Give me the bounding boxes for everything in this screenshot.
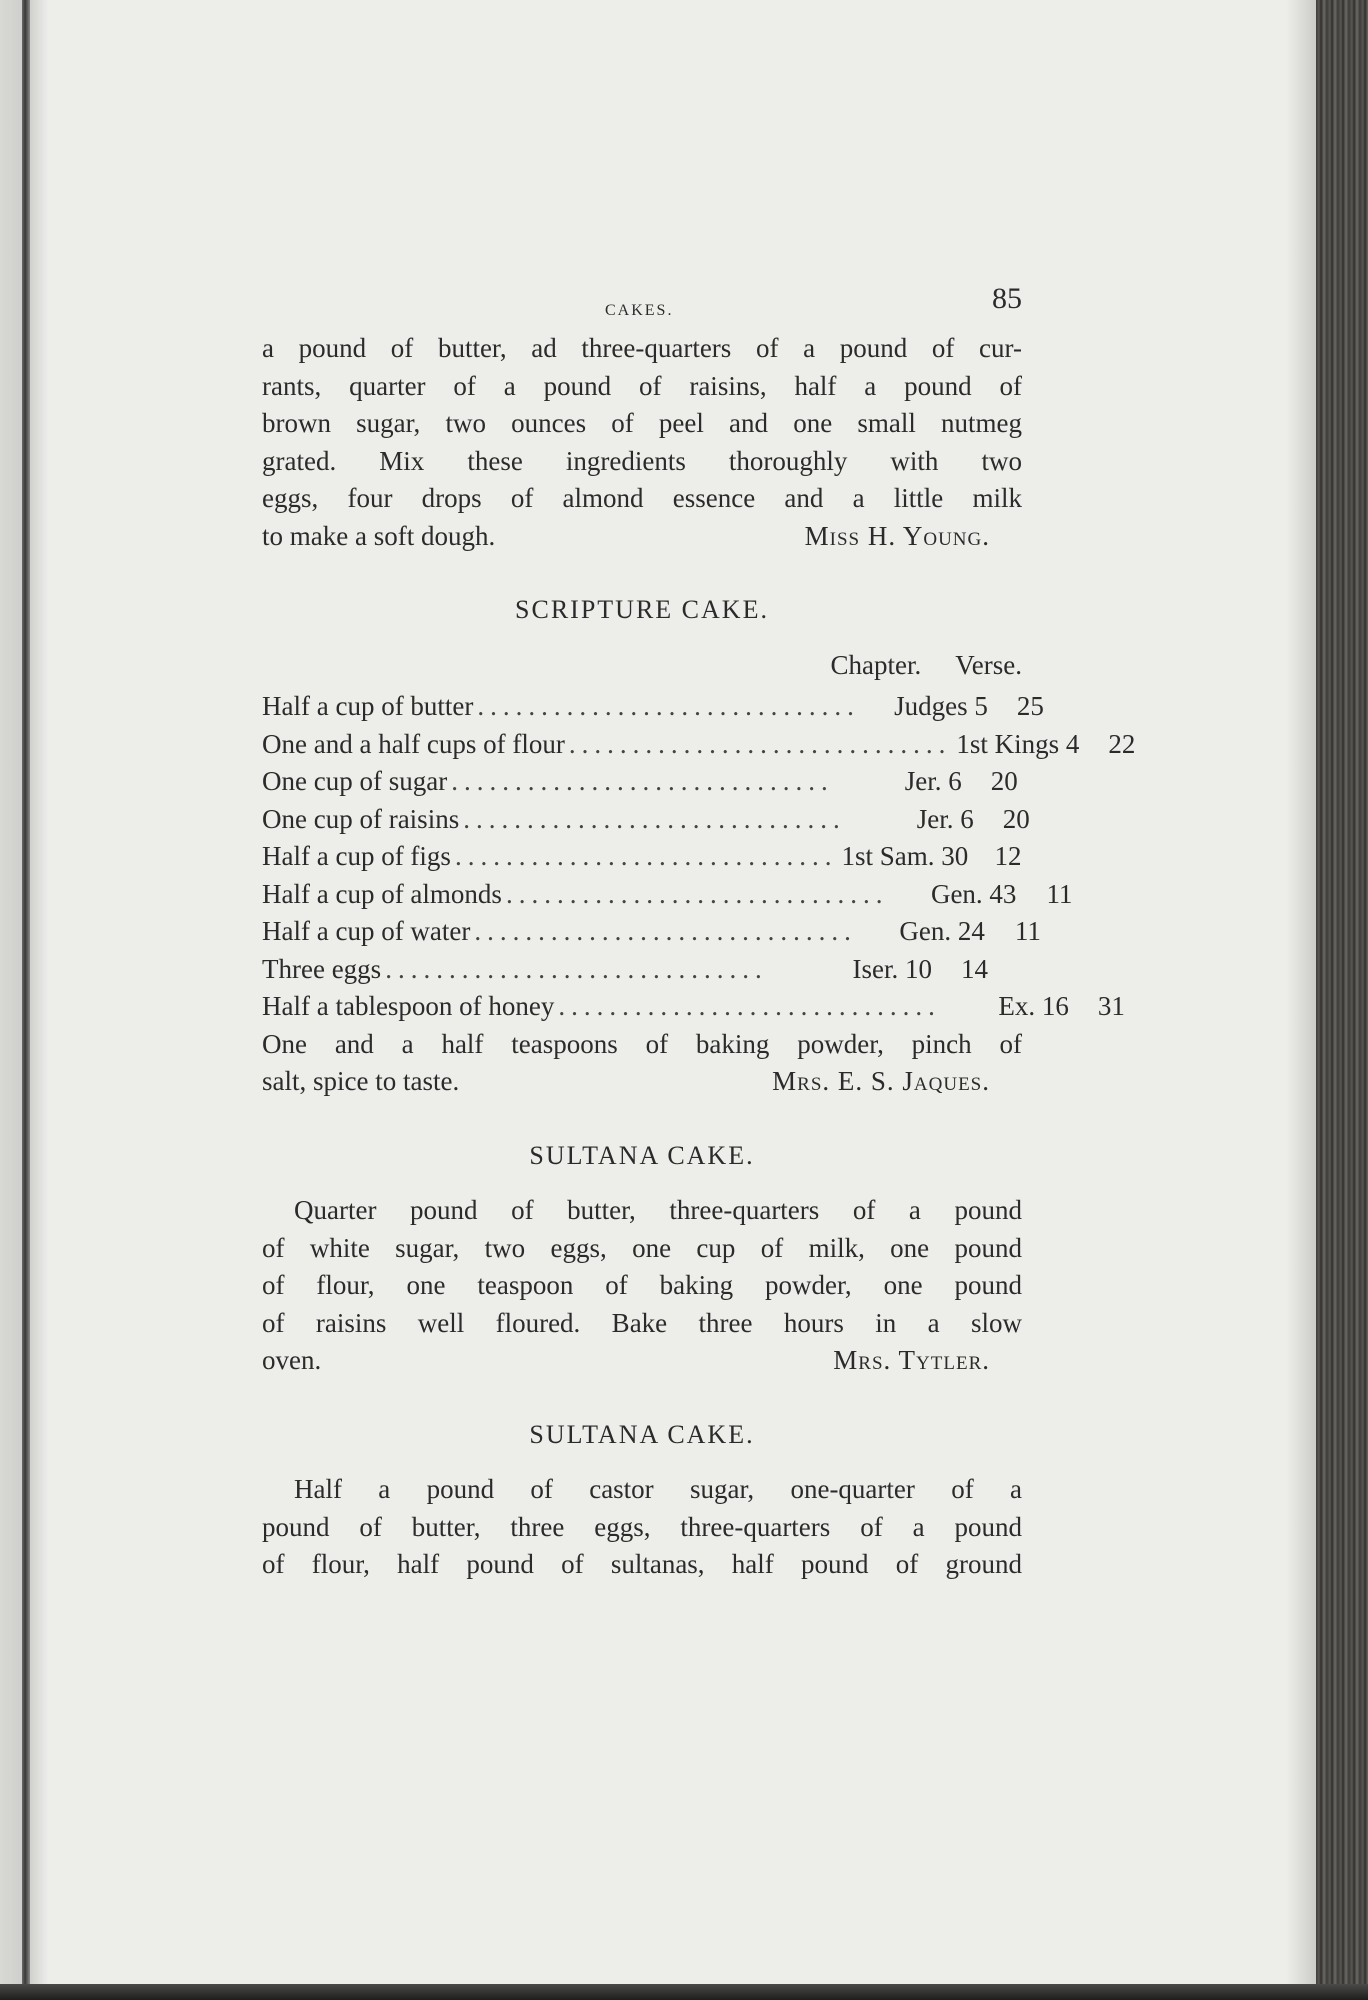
text-line: of flour, one teaspoon of baking powder, one pound [262,1270,1022,1300]
text-line: brown sugar, two ounces of peel and one small nutmeg [262,408,1022,438]
recipe-heading: SCRIPTURE CAKE. [515,595,769,624]
table-row [262,688,1044,726]
table-row [262,913,1041,951]
text-line: salt, spice to taste. [262,1066,460,1096]
sultana-cake-paragraph-2 [262,1471,1022,1584]
left-page-margin [0,0,22,2000]
chapter-ref: Jer. 6 [904,766,962,796]
leader-dots: .............................. [463,803,846,834]
recipe-heading: SULTANA CAKE. [529,1140,755,1170]
text-line: of flour, half pound of sultanas, half pound of ground [262,1549,1022,1579]
leader-dots: .............................. [568,728,952,759]
text-line: oven. [262,1345,322,1375]
signature-line [262,1063,1022,1101]
continuation-paragraph [262,330,1022,555]
text-line: of white sugar, two eggs, one cup of milk, one pound [262,1232,1022,1263]
recipe-signature: Mrs. E. S. Jaques. [772,1066,990,1096]
ingredient: Three eggs [262,953,382,984]
gutter-shadow [30,0,48,2000]
verse-number: 22 [1108,728,1136,759]
verse-number: 11 [1046,878,1073,909]
running-head-title: CAKES. [605,302,674,319]
leader-dots: .............................. [558,991,941,1021]
table-row [262,763,1022,801]
verse-number: 14 [961,953,988,984]
text-line: of raisins well floured. Bake three hours in a slow [262,1307,1022,1338]
verse-number: 25 [1016,691,1044,721]
table-row [262,951,1022,989]
chapter-ref: Jer. 6 [916,803,974,834]
recipe-signature: Miss H. Young. [804,520,990,551]
chapter-ref: 1st Sam. 30 [841,841,969,871]
verse-number: 31 [1097,991,1125,1021]
chapter-ref: Judges 5 [894,691,988,721]
column-header-verse: Verse. [955,649,1022,680]
ingredient: Half a cup of almonds [262,878,502,909]
sultana-cake-paragraph [262,1192,1022,1380]
ingredient: One cup of sugar [262,766,448,796]
text-line: One and a half teaspoons of baking powder, pinch of [262,1028,1022,1059]
chapter-ref: Gen. 24 [899,916,985,946]
page-number: 85 [992,282,1022,315]
text-line: Quarter pound of butter, three-quarters of a pound [294,1195,1022,1225]
verse-number: 20 [1002,803,1030,834]
table-row [262,726,1136,764]
text-line: a pound of butter, ad three-quarters of a pound of cur- [262,333,1022,363]
ingredient: Half a cup of butter [262,691,474,721]
text-line: eggs, four drops of almond essence and a little milk [262,483,1022,513]
text-line: Half a pound of castor sugar, one-quarter of a [294,1474,1022,1504]
chapter-ref: Gen. 43 [930,878,1017,909]
bottom-edge [0,1984,1368,2000]
verse-number: 12 [994,841,1022,871]
signature-line [262,518,1022,556]
scripture-note [262,1026,1022,1101]
text-line: grated. Mix these ingredients thoroughly with two [262,445,1022,476]
chapter-ref: 1st Kings 4 [956,728,1080,759]
chapter-ref: Ex. 16 [998,991,1069,1021]
table-row [262,838,1022,876]
table-row [262,988,1125,1026]
leader-dots: .............................. [474,916,857,946]
leader-dots: .............................. [477,691,860,721]
table-row [262,876,1073,914]
page-text-block [262,280,1136,1584]
leader-dots: .............................. [385,953,768,984]
ingredient: Half a cup of water [262,916,471,946]
recipe-heading: SULTANA CAKE. [529,1419,755,1449]
text-line: rants, quarter of a pound of raisins, half a pound of [262,370,1022,401]
ingredient: Half a tablespoon of honey [262,991,555,1021]
verse-number: 20 [990,766,1018,796]
leader-dots: .............................. [454,841,838,871]
text-line: pound of butter, three eggs, three-quarters of a pound [262,1511,1022,1542]
page-stack-edge [1316,0,1368,2000]
ingredient: Half a cup of figs [262,841,451,871]
running-head [262,280,1022,330]
scripture-table [262,688,1136,1026]
table-row [262,801,1030,839]
verse-number: 11 [1014,916,1041,946]
table-column-headers [262,647,1022,685]
ingredient: One cup of raisins [262,803,460,834]
text-line: to make a soft dough. [262,520,496,551]
signature-line [262,1342,1022,1380]
leader-dots: .............................. [505,878,889,909]
recipe-signature: Mrs. Tytler. [833,1345,990,1375]
ingredient: One and a half cups of flour [262,728,565,759]
binding-edge [22,0,30,2000]
chapter-ref: Iser. 10 [852,953,932,984]
column-header-chapter: Chapter. [830,649,922,680]
leader-dots: .............................. [451,766,834,796]
right-shadow [1286,0,1316,2000]
